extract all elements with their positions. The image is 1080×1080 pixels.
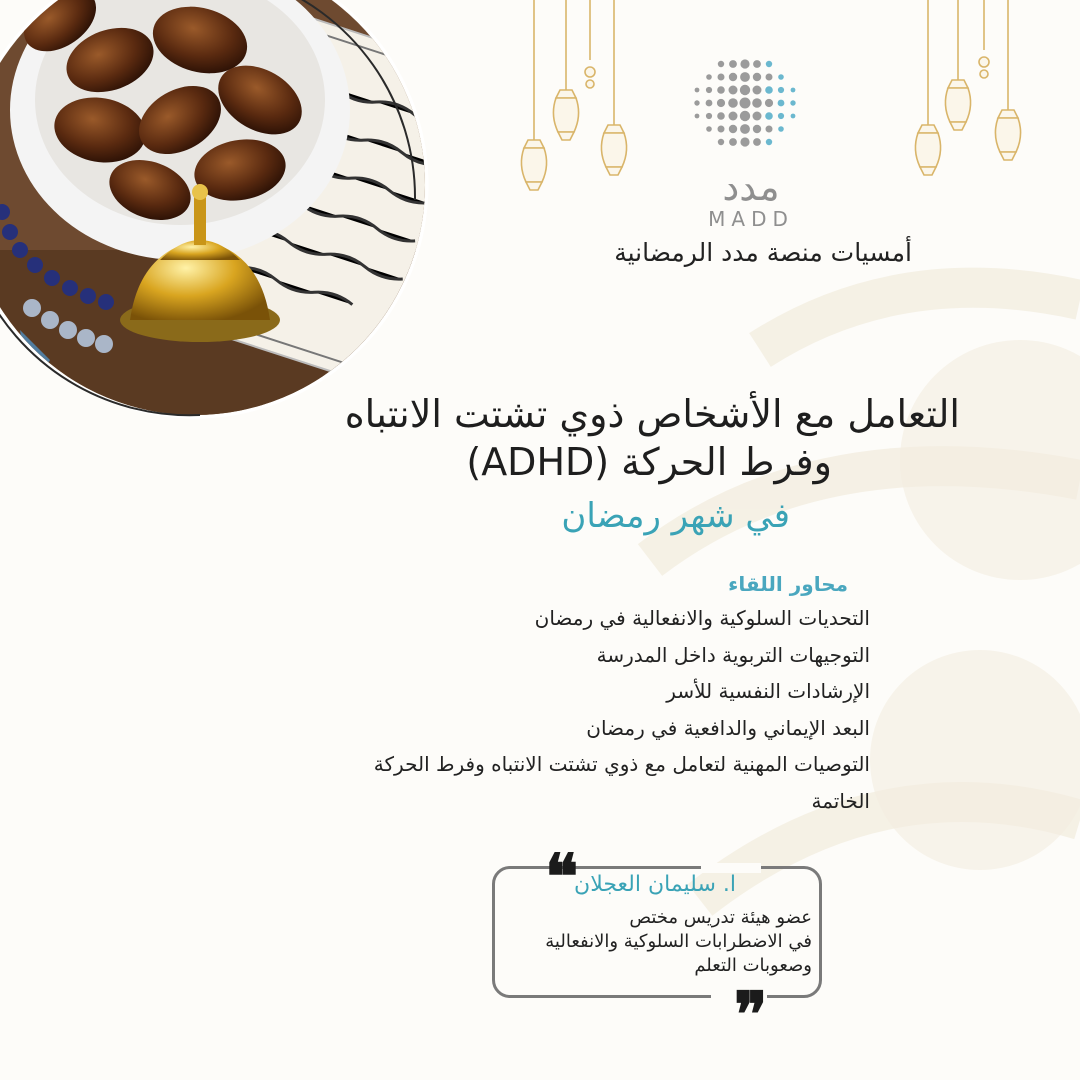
- topic-item: التوجيهات التربوية داخل المدرسة: [596, 642, 870, 667]
- logo-dot: [706, 113, 712, 119]
- logo-dot: [718, 139, 724, 145]
- main-title: [340, 390, 960, 486]
- logo-dot: [740, 137, 749, 146]
- logo-dot: [718, 126, 725, 133]
- logo-dot: [694, 100, 699, 105]
- logo-dot: [791, 88, 796, 93]
- logo-dot: [740, 59, 749, 68]
- topic-item: التوصيات المهنية لتعامل مع ذوي تشتت الانتباه وفرط الحركة: [373, 752, 870, 776]
- logo-dot: [765, 99, 773, 107]
- speaker-role-line: عضو هيئة تدريس مختص: [629, 907, 812, 928]
- logo-dot: [766, 61, 772, 67]
- speaker-role-line: وصعوبات التعلم: [694, 955, 812, 976]
- logo-dot: [753, 112, 762, 121]
- logo-dot: [778, 113, 784, 119]
- logo-dot: [729, 60, 737, 68]
- speaker-role-line: في الاضطرابات السلوكية والانفعالية: [545, 931, 812, 952]
- logo-dot: [729, 125, 737, 133]
- logo-arabic-text: مدد: [722, 165, 780, 209]
- logo-latin-text: MADD: [708, 207, 794, 230]
- logo-dot: [752, 98, 762, 108]
- logo-dot: [740, 72, 750, 82]
- logo-dot: [790, 100, 795, 105]
- logo-dot: [778, 87, 784, 93]
- logo-dot: [706, 126, 712, 132]
- logo-dot: [791, 114, 796, 119]
- logo-dot: [766, 74, 773, 81]
- speaker-name: ا. سليمان العجلان: [574, 872, 736, 897]
- logo-dot: [765, 112, 773, 120]
- logo-dot: [706, 87, 712, 93]
- speaker-role: [545, 906, 812, 978]
- title-accent: في شهر رمضان: [561, 496, 790, 536]
- logo-dot: [729, 112, 738, 121]
- event-subtitle: أمسيات منصة مدد الرمضانية: [614, 238, 912, 267]
- logo-dot: [729, 138, 737, 146]
- topic-item: البعد الإيماني والدافعية في رمضان: [586, 715, 870, 740]
- logo-dot: [766, 126, 773, 133]
- close-quote-icon: ❞: [734, 978, 768, 1051]
- logo-dot: [729, 73, 737, 81]
- logo-dot: [753, 73, 761, 81]
- logo-dot: [778, 100, 785, 107]
- logo-dot: [706, 74, 712, 80]
- logo-dot: [740, 98, 751, 109]
- logo-dot: [753, 125, 761, 133]
- logo-dot: [765, 86, 773, 94]
- logo-dot: [695, 114, 700, 119]
- logo-dot: [740, 85, 750, 95]
- logo-dot: [740, 124, 750, 134]
- logo-dot: [753, 138, 761, 146]
- topics-heading: محاور اللقاء: [728, 572, 848, 596]
- topic-item: الخاتمة: [811, 788, 870, 813]
- open-quote-icon: ❝: [545, 840, 579, 913]
- logo-dot: [695, 88, 700, 93]
- logo-dot: [753, 86, 762, 95]
- topic-item: التحديات السلوكية والانفعالية في رمضان: [534, 606, 870, 630]
- logo-dot: [728, 98, 738, 108]
- logo-dot: [766, 139, 772, 145]
- topics-list: [374, 600, 870, 819]
- logo-dot: [729, 86, 738, 95]
- logo-dot: [778, 126, 784, 132]
- logo-dot: [718, 61, 724, 67]
- logo-dot: [718, 74, 725, 81]
- logo-dot: [706, 100, 713, 107]
- logo-dot: [753, 60, 761, 68]
- topic-item: الإرشادات النفسية للأسر: [666, 679, 870, 703]
- logo-dot: [717, 86, 725, 94]
- logo-dot: [717, 112, 725, 120]
- title-line-2: وفرط الحركة (ADHD): [466, 440, 832, 484]
- logo-dot: [778, 74, 784, 80]
- logo-dot: [717, 99, 725, 107]
- logo-dot: [740, 111, 750, 121]
- hanging-lanterns-icon: [0, 0, 1080, 260]
- madd-logo: [676, 50, 826, 230]
- title-line-1: التعامل مع الأشخاص ذوي تشتت الانتباه: [344, 392, 960, 436]
